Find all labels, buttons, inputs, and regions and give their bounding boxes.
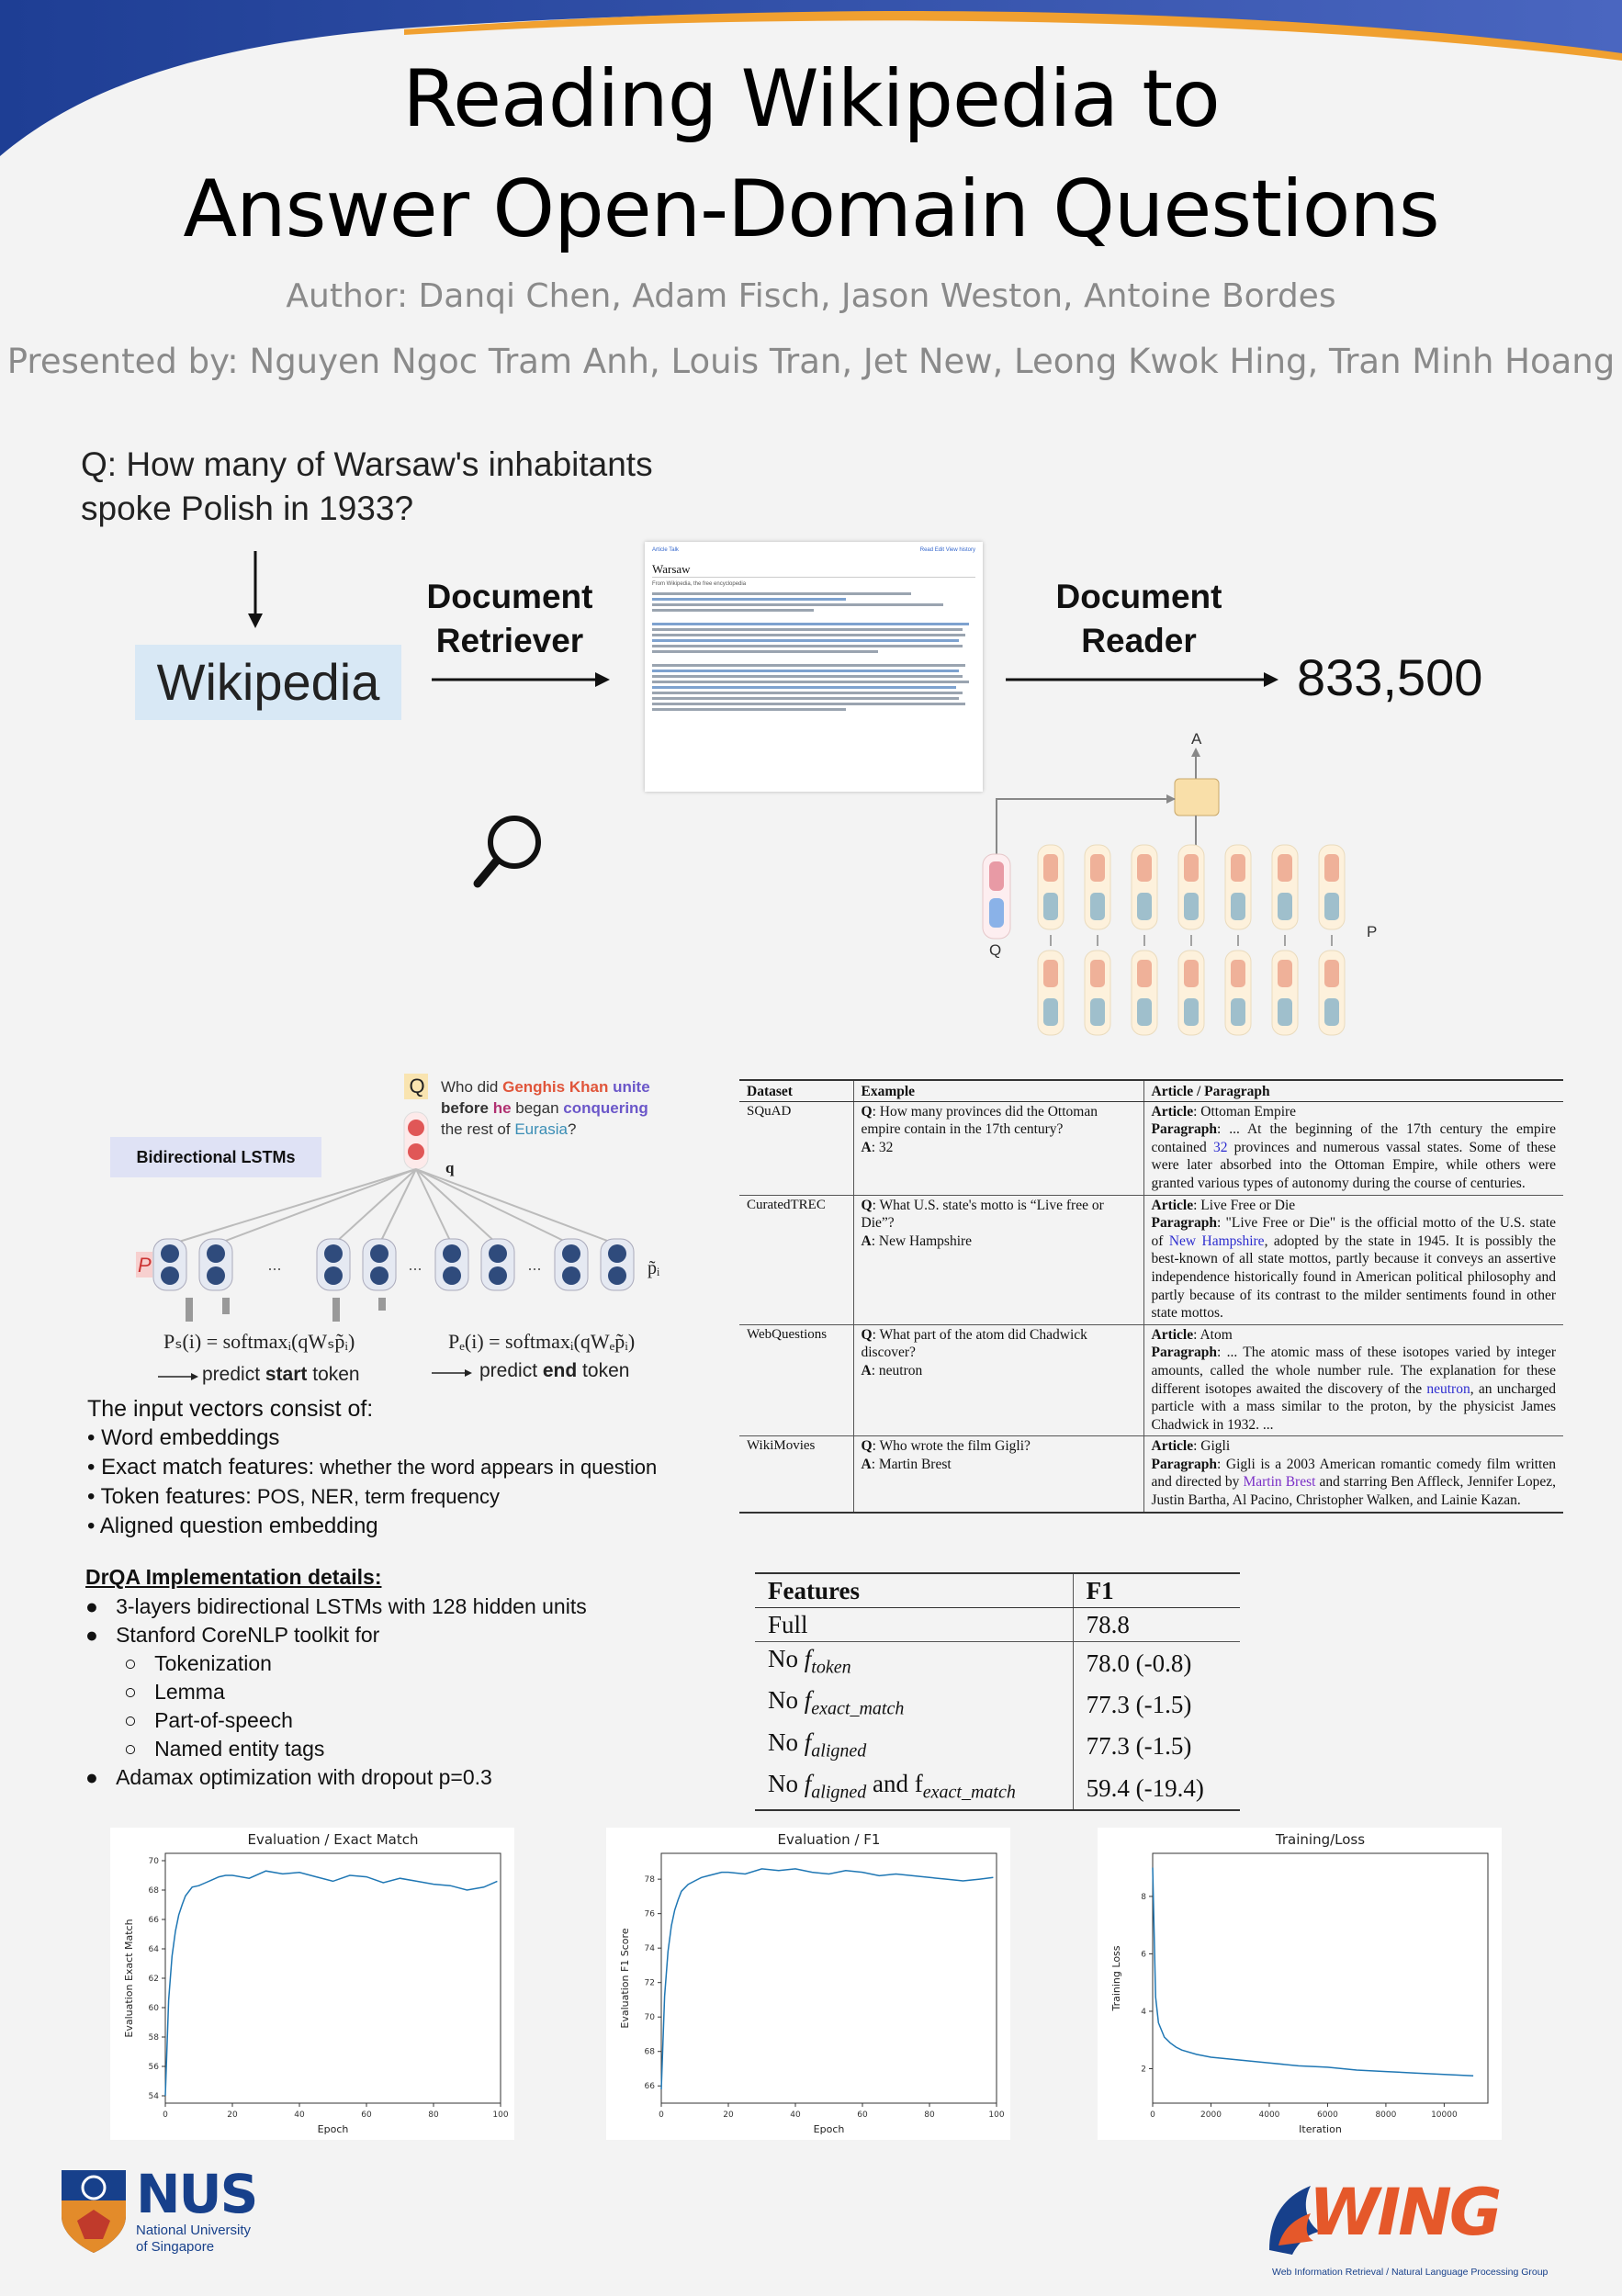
y-tick-label: 54 [148, 2092, 159, 2101]
y-tick-label: 70 [644, 2013, 655, 2023]
list-item: • Token features: POS, NER, term frequency [87, 1484, 500, 1509]
x-axis-label: Iteration [1299, 2123, 1342, 2135]
x-tick-label: 40 [790, 2110, 801, 2120]
p-tilde-label: p̃ᵢ [648, 1258, 660, 1278]
end-formula: Pₑ(i) = softmaxᵢ(qWₑp̃ᵢ) [448, 1330, 636, 1353]
x-tick-label: 20 [723, 2110, 734, 2120]
list-item: ○ Part-of-speech [124, 1708, 293, 1732]
list-item: • Aligned question embedding [87, 1514, 378, 1538]
plot-area [661, 1853, 997, 2103]
x-tick-label: 6000 [1316, 2110, 1338, 2120]
title-line-2: Answer Open-Domain Questions [183, 163, 1439, 255]
y-axis-label: Evaluation F1 Score [619, 1928, 631, 2029]
y-tick-label: 64 [148, 1945, 159, 1954]
x-axis-label: Epoch [317, 2123, 349, 2135]
svg-text:...: ... [408, 1255, 422, 1274]
list-item: ● 3-layers bidirectional LSTMs with 128 hidden units [85, 1594, 587, 1618]
y-tick-label: 2 [1141, 2065, 1146, 2075]
svg-text:...: ... [527, 1255, 542, 1274]
page-title [0, 44, 1622, 264]
y-tick-label: 76 [644, 1909, 655, 1919]
plot-area [165, 1853, 501, 2103]
nus-subtitle: National University of Singapore [136, 2223, 252, 2255]
implementation-title: DrQA Implementation details: [85, 1565, 382, 1589]
input-vectors-list [87, 1424, 657, 1541]
y-tick-label: 8 [1141, 1892, 1146, 1902]
q-box-label: Q [409, 1075, 425, 1097]
svg-text:...: ... [267, 1255, 282, 1274]
y-tick-label: 74 [644, 1944, 655, 1954]
list-item: ● Stanford CoreNLP toolkit for [85, 1623, 380, 1647]
y-tick-label: 60 [148, 2004, 159, 2013]
p-label: P [138, 1254, 152, 1277]
doc-title: Warsaw [652, 562, 975, 578]
x-tick-label: 0 [659, 2110, 664, 2120]
training-loss-chart [1098, 1828, 1502, 2140]
x-tick-label: 0 [163, 2110, 168, 2120]
x-tick-label: 80 [924, 2110, 935, 2120]
reader-label: Document Reader [1055, 578, 1222, 659]
list-item: ○ Lemma [124, 1680, 225, 1704]
table-row: No $f_{exact\_match}$ 77.3 (-1.5) [755, 1683, 1240, 1725]
y-tick-label: 68 [644, 2047, 655, 2057]
authors: Author: Danqi Chen, Adam Fisch, Jason Weston, Antoine Bordes [286, 277, 1336, 315]
q-vector-label: q [445, 1159, 455, 1176]
list-item: • Exact match features: whether the word appears in question [87, 1455, 658, 1480]
pipeline-question: Q: How many of Warsaw's inhabitants spoke Polish in 1933? [81, 445, 653, 527]
predict-end-label: predict end token [479, 1360, 630, 1381]
y-tick-label: 78 [644, 1875, 655, 1885]
y-tick-label: 62 [148, 1975, 159, 1984]
list-item: • Word embeddings [87, 1425, 280, 1450]
wikipedia-document-thumbnail: Article Talk Read Edit View history Warsaw From Wikipedia, the free encyclopedia [645, 542, 983, 792]
plot-area [1153, 1853, 1488, 2103]
table-row: CuratedTREC Q: What U.S. state's motto is “Live free or Die”? A: New Hampshire Article: Live Free or Die Paragraph: "Live Free or Die" is the official motto of the U.S. state of New Hampshire, adopted by the state in 1945. It is possibly the best-known of all state mottos, partly because it conveys an assertive independence historically found in American political philosophy and partly because of its contrast to the milder sentiments found in other state mottos. [739, 1195, 1563, 1324]
nus-crest-icon [57, 2166, 130, 2257]
wing-subtitle: Web Information Retrieval / Natural Language Processing Group [1272, 2267, 1549, 2278]
wikipedia-box: Wikipedia [135, 645, 401, 720]
y-tick-label: 6 [1141, 1950, 1146, 1960]
implementation-list [85, 1593, 587, 1792]
nus-logo: NUS [136, 2163, 257, 2225]
list-item: ○ Tokenization [124, 1651, 272, 1675]
table-header: Features [755, 1573, 1073, 1608]
presenters: Presented by: Nguyen Ngoc Tram Anh, Louis Tran, Jet New, Leong Kwok Hing, Tran Minh Hoang [6, 342, 1616, 381]
chart-title: Evaluation / Exact Match [247, 1831, 419, 1848]
y-tick-label: 56 [148, 2063, 159, 2072]
reader-question-label: Q [989, 941, 1002, 959]
y-tick-label: 66 [644, 2082, 655, 2092]
x-tick-label: 60 [361, 2110, 372, 2120]
table-header: F1 [1073, 1573, 1240, 1608]
y-axis-label: Training Loss [1110, 1945, 1122, 2011]
table-row: WikiMovies Q: Who wrote the film Gigli? A: Martin Brest Article: Gigli Paragraph: Gigli is a 2003 American romantic comedy film written and directed by Martin Brest and starring Ben Affleck, Jennifer Lopez, Justin Bartha, Al Pacino, Christopher Walken, and Lainie Kazan. [739, 1436, 1563, 1513]
chart-title: Training/Loss [1275, 1831, 1366, 1848]
chart-title: Evaluation / F1 [777, 1831, 881, 1848]
x-tick-label: 20 [227, 2110, 238, 2120]
search-icon [478, 818, 538, 884]
predict-start-label: predict start token [202, 1364, 360, 1385]
x-tick-label: 2000 [1200, 2110, 1222, 2120]
x-tick-label: 8000 [1375, 2110, 1397, 2120]
x-tick-label: 40 [294, 2110, 305, 2120]
table-row: Full 78.8 [755, 1608, 1240, 1642]
table-row: SQuAD Q: How many provinces did the Ottoman empire contain in the 17th century? A: 32 Article: Ottoman Empire Paragraph: ... At the beginning of the 17th century the empire contained 32 provinces and numerous vassal states. Some of these were later absorbed into the Ottoman Empire, while others were granted various types of autonomy during the course of centuries. [739, 1101, 1563, 1195]
table-row: No $f_{aligned}$ and $f_{exact\_match}$ 59.4 (-19.4) [755, 1767, 1240, 1809]
wing-logo: WING [1309, 2175, 1500, 2250]
reader-architecture-figure [974, 726, 1433, 1038]
list-item: ○ Named entity tags [124, 1737, 325, 1761]
x-tick-label: 80 [428, 2110, 439, 2120]
y-tick-label: 4 [1141, 2007, 1146, 2017]
table-row: No $f_{aligned}$ 77.3 (-1.5) [755, 1726, 1240, 1767]
table-header: Dataset [739, 1080, 853, 1101]
title-line-1: Reading Wikipedia to [402, 53, 1220, 145]
x-tick-label: 60 [857, 2110, 868, 2120]
y-tick-label: 58 [148, 2033, 159, 2043]
model-lstm-cells [153, 1239, 634, 1290]
answer-value: 833,500 [1297, 648, 1483, 706]
series-line [165, 1871, 497, 2096]
y-axis-label: Evaluation Exact Match [123, 1919, 135, 2038]
x-tick-label: 4000 [1258, 2110, 1280, 2120]
y-tick-label: 66 [148, 1916, 159, 1925]
list-item: ● Adamax optimization with dropout p=0.3 [85, 1765, 492, 1789]
exact-match-chart [110, 1828, 514, 2140]
bilstm-label: Bidirectional LSTMs [110, 1137, 321, 1177]
example-question: Who did Genghis Khan unite before he began conquering the rest of Eurasia? [441, 1078, 650, 1138]
y-tick-label: 68 [148, 1886, 159, 1896]
y-tick-label: 70 [148, 1857, 159, 1866]
retriever-label: Document Retriever [426, 578, 593, 659]
x-tick-label: 100 [492, 2110, 509, 2120]
x-tick-label: 100 [988, 2110, 1005, 2120]
f1-score-chart [606, 1828, 1010, 2140]
table-row: WebQuestions Q: What part of the atom did Chadwick discover? A: neutron Article: Atom Paragraph: ... The atomic mass of these isotopes varied by integer amounts, called the whole number rule. The explanation for these different isotopes awaited the discovery of the neutron, an uncharged particle with a mass similar to the proton, by the physicist James Chadwick in 1932. ... [739, 1324, 1563, 1436]
series-line [1153, 1868, 1473, 2077]
input-vectors-title: The input vectors consist of: [87, 1396, 374, 1422]
reader-answer-label: A [1191, 730, 1202, 748]
y-tick-label: 72 [644, 1978, 655, 1988]
table-header: Example [853, 1080, 1143, 1101]
reader-passage-label: P [1367, 923, 1378, 940]
x-tick-label: 10000 [1431, 2110, 1458, 2120]
x-axis-label: Epoch [813, 2123, 845, 2135]
features-table [755, 1572, 1240, 1811]
x-tick-label: 0 [1150, 2110, 1155, 2120]
series-line [661, 1869, 993, 2089]
table-header: Article / Paragraph [1143, 1080, 1563, 1101]
start-formula: Pₛ(i) = softmaxᵢ(qWₛp̃ᵢ) [163, 1330, 355, 1353]
dataset-table [739, 1079, 1563, 1514]
table-row: No $f_{token}$ 78.0 (-0.8) [755, 1642, 1240, 1684]
